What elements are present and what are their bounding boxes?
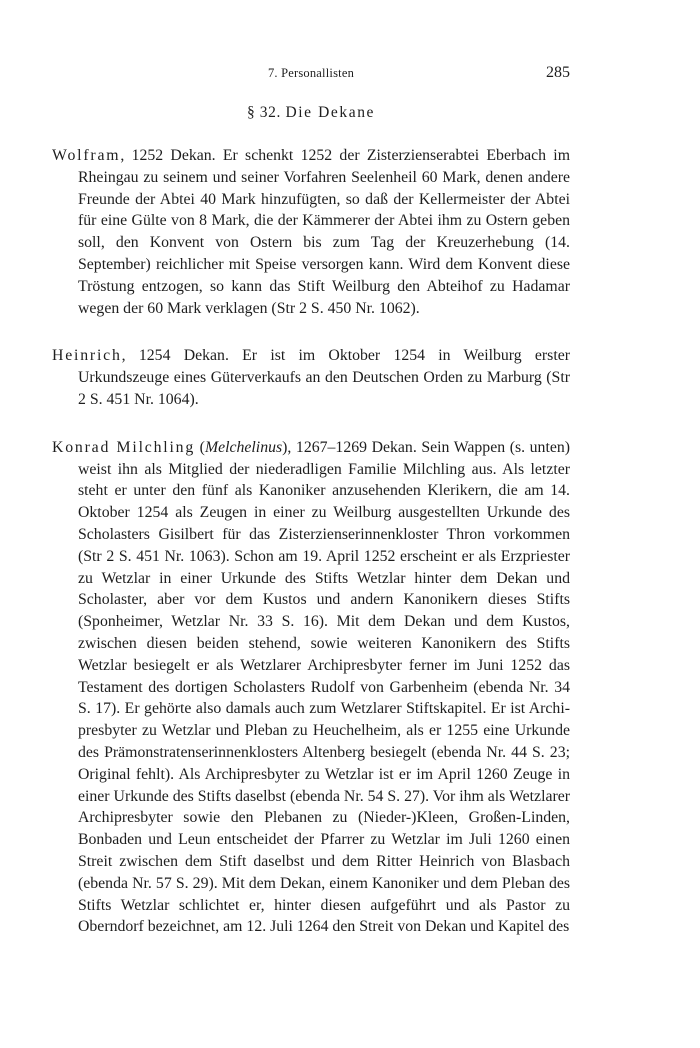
list-item: Konrad Milchling (Melchelinus), 1267–1269 Dekan. Sein Wappen (s. unten) weist ihn als Mitglied der niederadligen Familie Milchling aus. Als letzter steht er unter den fünf als Kanoniker anzusehenden Klerikern, die am 14. Oktober 1254 als Zeugen in einer zu Weilburg ausgestellten Urkunde des Scholasters Gisilbert für das Zisterzienserinnenkloster Thron vorkommen (Str 2 S. 451 Nr. 1063). Schon am 19. April 1252 erscheint er als Erzpriester zu Wetzlar in einer Urkunde des Stifts Wetzlar hinter dem Dekan und Scholaster, aber vor dem Kustos und andern Kanonikern dieses Stifts (Sponheimer, Wetzlar Nr. 33 S. 16). Mit dem Dekan und dem Kustos, zwischen diesen beiden stehend, sowie weiteren Kanonikern des Stifts Wetzlar besiegelt er als Wetzlarer Archipresbyter ferner im Juni 1252 das Testament des dortigen Scholasters Rudolf von Garbenheim (ebenda Nr. 34 S. 17). Er gehörte also damals auch zum Wetzlarer Stiftskapitel. Er ist Archipresbyter zu Wetzlar und Pleban zu Heuchelheim, als er 1255 eine Urkunde des Prämonstratenserinnenklosters Altenberg besiegelt (ebenda Nr. 44 S. 23; Original fehlt). Als Archipresbyter zu Wetzlar ist er im April 1260 Zeuge in einer Urkunde des Stifts daselbst (ebenda Nr. 54 S. 27). Vor ihm als Wetzlarer Archipresbyter sowie den Plebanen zu (Nieder-)Kleen, Großen-Linden, Bonbaden und Leun entscheidet der Pfarrer zu Wetzlar im Juli 1260 einen Streit zwischen dem Stift daselbst und dem Ritter Heinrich von Blasbach (ebenda Nr. 57 S. 29). Mit dem Dekan, einem Kanoniker und dem Pleban des Stifts Wetzlar schlichtet er, hinter diesen aufgeführt und als Pastor zu Oberndorf bezeichnet, am 12. Juli 1264 den Streit von Dekan und Kapitel des	[52, 438, 571, 936]
list-item	[52, 345, 570, 410]
entry-text: , 1254 Dekan. Er ist im Oktober 1254 in Weilburg erster Urkundszeuge eines Güterverkaufs an den Deutschen Orden zu Marburg (Str 2 S. 451 Nr. 1064).	[78, 347, 570, 408]
entry-text: , 1252 Dekan. Er schenkt 1252 der Zisterzienserabtei Eberbach im Rheingau zu seinem und seiner Vorfahren Seelenheil 60 Mark, denen andere Freunde der Abtei 40 Mark hinzufügten, so daß der Kellermeister der Abtei für eine Gülte von 8 Mark, die der Kämmerer der Abtei ihm zu Ostern geben soll, den Konvent von Ostern bis zum Tag der Kreuzerhebung (14. September) reichlicher mit Speise versorgen kann. Wird dem Konvent diese Tröstung entzogen, so kann das Stift Weilburg den Abteihof zu Hadamar wegen der 60 Mark verklagen (Str 2 S. 450 Nr. 1062).	[78, 147, 570, 317]
page-number: 285	[546, 64, 570, 81]
entry-name: Konrad Milchling	[52, 438, 196, 456]
running-title: 7. Personallisten	[267, 66, 355, 80]
section-heading	[52, 104, 570, 122]
entry-name: Heinrich	[52, 347, 122, 365]
entry-text: ), 1267–1269 Dekan. Sein Wappen (s. unten) weist ihn als Mitglied der niederadligen Familie Milchling aus. Als letzter steht er unter den fünf als Kanoniker anzusehenden Klerikern, die am 14. Oktober 1254 als Zeugen in einer zu Weilburg ausgestellten Urkunde des Scholasters Gisilbert für das Zisterzienserinnenkloster Thron vorkommen (Str 2 S. 451 Nr. 1063). Schon am 19. April 1252 erscheint er als Erzpriester zu Wetzlar in einer Urkunde des Stifts Wetzlar hinter dem Dekan und Scholaster, aber vor dem Kustos und andern Kanonikern dieses Stifts (Sponheimer, Wetzlar Nr. 33 S. 16). Mit dem Dekan und dem Kustos, zwischen diesen beiden stehend, sowie weiteren Kanonikern des Stifts Wetzlar besiegelt er als Wetzlarer Archipresbyter ferner im Juni 1252 das Testament des dortigen Scholasters Rudolf von Garbenheim (ebenda Nr. 34 S. 17). Er gehörte also damals auch zum Wetzlarer Stiftskapitel. Er ist Archipresbyter zu Wetzlar und Pleban zu Heuchelheim, als er 1255 eine Urkunde des Prämonstratenserinnenklosters Altenberg besiegelt (ebenda Nr. 44 S. 23; Original fehlt). Als Archipresbyter zu Wetzlar ist er im April 1260 Zeuge in einer Urkunde des Stifts daselbst (ebenda Nr. 54 S. 27). Vor ihm als Wetzlarer Archipresbyter sowie den Plebanen zu (Nieder-)Kleen, Großen-Linden, Bonbaden und Leun entscheidet der Pfarrer zu Wetzlar im Juli 1260 einen Streit zwischen dem Stift daselbst und dem Ritter Heinrich von Blasbach (ebenda Nr. 57 S. 29). Mit dem Dekan, einem Kanoniker und dem Pleban des Stifts Wetzlar schlichtet er, hinter diesen aufgeführt und als Pastor zu Oberndorf bezeichnet, am 12. Juli 1264 den Streit von Dekan und Kapitel des	[78, 438, 571, 936]
section-number: § 32.	[246, 104, 281, 121]
list-item	[52, 145, 570, 319]
running-header	[52, 64, 570, 84]
entry-name: Wolfram	[52, 147, 121, 164]
entry-latin-name: Melchelinus	[204, 438, 283, 456]
entry-list	[52, 145, 570, 964]
section-title: Die Dekane	[285, 104, 376, 121]
